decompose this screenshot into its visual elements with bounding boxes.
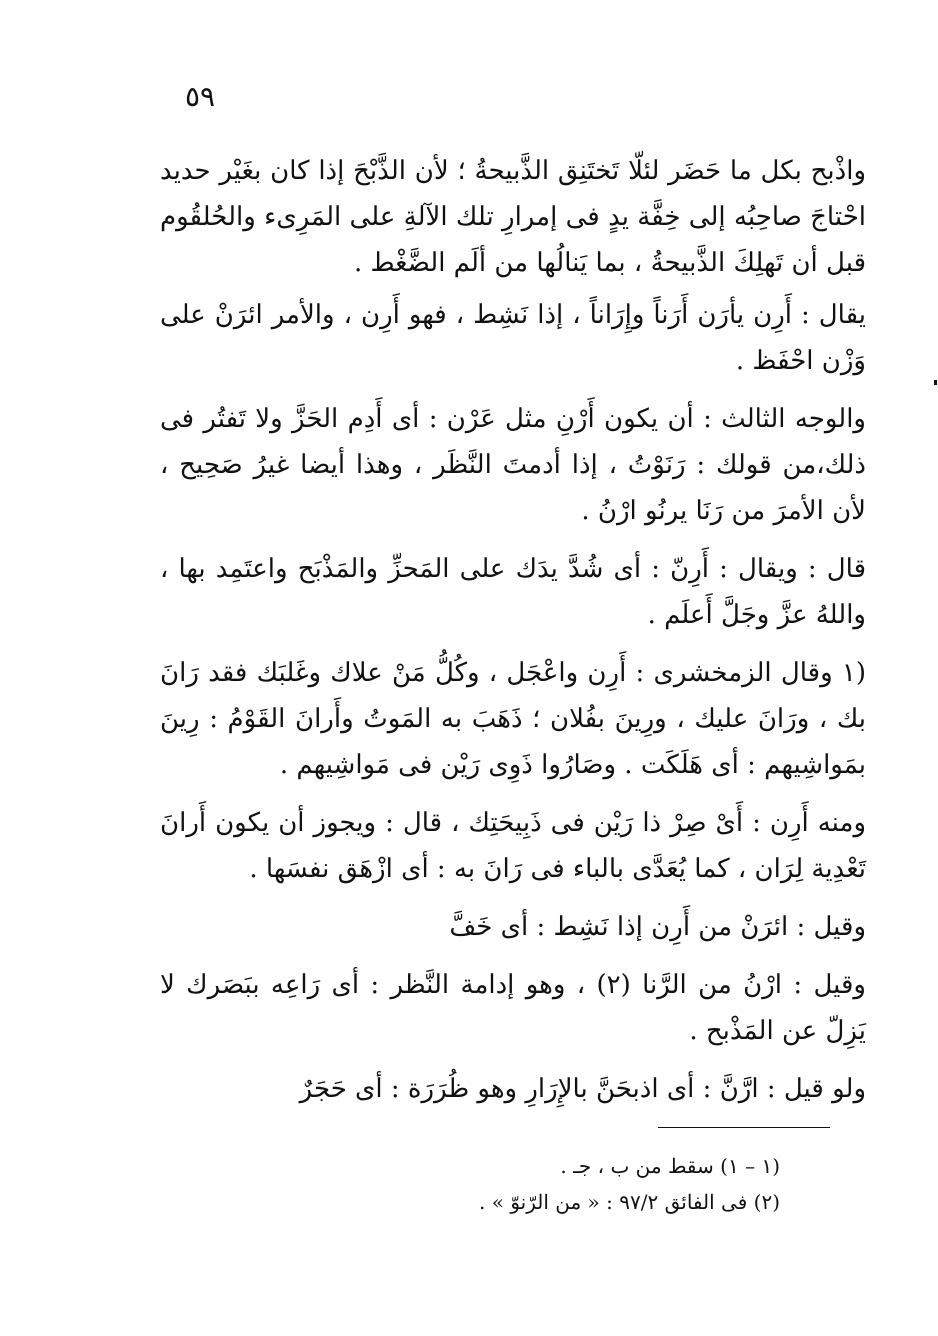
margin-mark (934, 380, 937, 385)
paragraph-9: ولو قيل : ارَّنَّ : أى اذبحَنَّ بالإِرَارِ وهو ظُرَرَة : أى حَجَرٌ (299, 1074, 866, 1104)
paragraph-6: ومنه أَرِن : أَىْ صِرْ ذا رَيْن فى ذَبِيحَتِك ، قال : ويجوز أن يكون أَرانَ تَعْدِية لِرَان ، كما يُعَدَّى بالباء فى رَانَ به : أى ازْهَق نفسَها . (160, 808, 866, 884)
footnote-2: (٢) فى الفائق ٩٧/٢ : « من الرّنوّ » . (479, 1190, 780, 1214)
page-number: ٥٩ (185, 80, 216, 113)
footnote-1: (١ – ١) سقط من ب ، جـ . (560, 1154, 780, 1178)
paragraph-3: والوجه الثالث : أن يكون أَرْنِ مثل عَرْن : أى أَدِم الحَزَّ ولا تَفتُر فى ذلك،من قولك : رَنَوْتُ ، إذا أدمتَ النَّظَر ، وهذا أيضا غيرُ صَحِيح ، لأن الأمرَ من رَنَا يرنُو ارْنُ . (160, 404, 866, 526)
paragraph-2: يقال : أَرِن يأرَن أَرَناً وإِرَاناً ، إذا نَشِط ، فهو أَرِن ، والأمر ائرَنْ على وَزْن احْفَظ . (160, 300, 866, 376)
paragraph-8: وقيل : ارْنُ من الرَّنا (٢) ، وهو إدامة النَّظر : أى رَاعِه ببَصَرك لا يَزِلّ عن المَذْبح . (160, 970, 866, 1046)
main-text (160, 148, 866, 1124)
paragraph-5: (١ وقال الزمخشرى : أَرِن واعْجَل ، وكُلُّ مَنْ علاك وغَلبَك فقد رَانَ بك ، ورَانَ عليك ، ورِينَ بفُلان ؛ ذَهَبَ به المَوتُ وأَرانَ القَوْمُ : رِينَ بمَواشِيهم : أى هَلَكَت . وصَارُوا ذَوِى رَيْن فى مَواشِيهم . (160, 658, 866, 780)
footnote-divider (658, 1127, 830, 1128)
paragraph-4: قال : ويقال : أَرِنّ : أى شُدَّ يدَك على المَحزِّ والمَذْبَح واعتَمِد بها ، واللهُ عزَّ وجَلَّ أَعلَم . (160, 554, 866, 630)
paragraph-1: واذْبح بكل ما حَضَر لئلّا تَختَنِق الذَّبيحةُ ؛ لأن الذَّبْحَ إذا كان بغَيْر حديد احْتاجَ صاحِبُه إلى خِفَّة يدٍ فى إمرارِ تلك الآلةِ على المَرِىء والحُلقُوم قبل أن تَهلِكَ الذَّبيحةُ ، بما يَنالُها من ألَم الضَّغْط . (160, 156, 866, 278)
paragraph-7: وقيل : ائرَنْ من أَرِن إذا نَشِط : أى خَفَّ (449, 912, 866, 942)
footnotes (300, 1148, 780, 1220)
